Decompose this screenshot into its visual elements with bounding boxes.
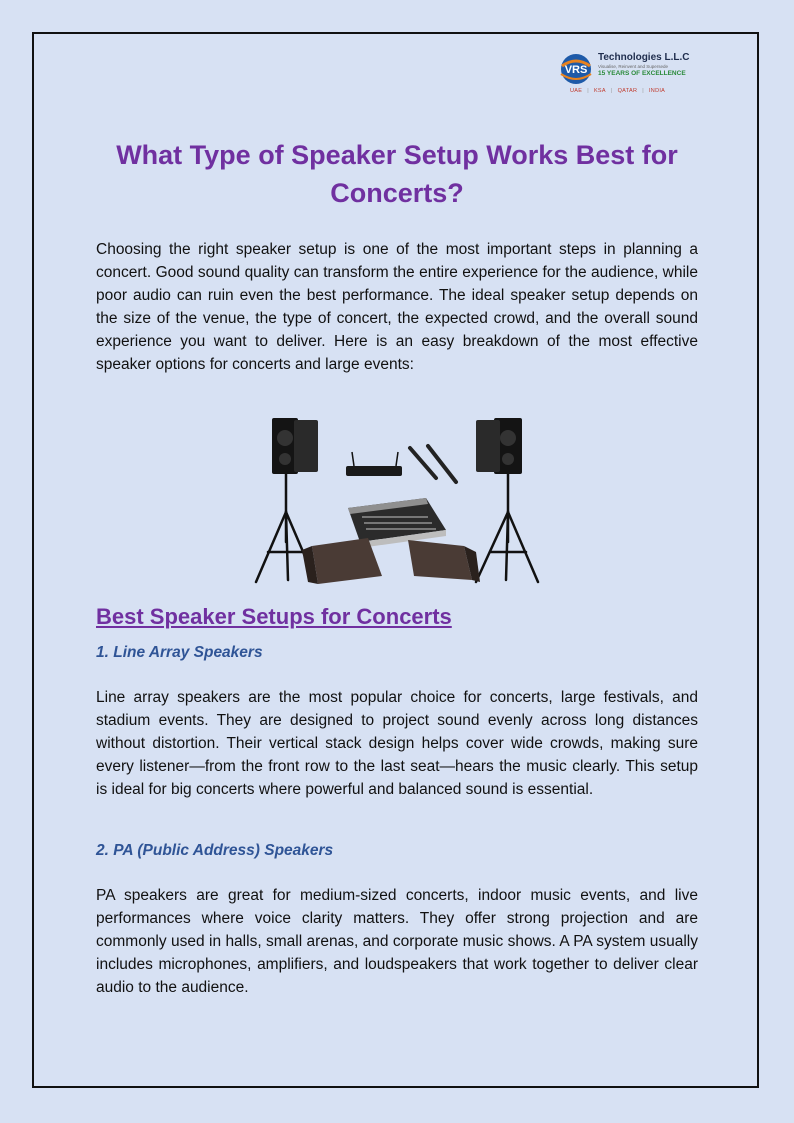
intro-paragraph: Choosing the right speaker setup is one of the most important steps in planning a concert. Good sound quality can transform the entire experience for the audience, while poor audio can ruin even the best performance. The ideal speaker setup depends on the size of the venue, the type of concert, the expected crowd, and the overall sound experience you want to deliver. Here is an easy breakdown of the most effective speaker options for concerts and large events: xyxy=(96,241,698,373)
subsection-heading-pa: 2. PA (Public Address) Speakers xyxy=(96,842,334,859)
logo-company-name: Technologies L.L.C xyxy=(598,52,690,63)
vrs-globe-icon xyxy=(556,52,598,88)
region-qatar: QATAR xyxy=(617,88,638,94)
section-heading: Best Speaker Setups for Concerts xyxy=(96,604,452,629)
logo-regions: UAE | KSA | QATAR | INDIA xyxy=(570,88,666,94)
svg-text:VRS: VRS xyxy=(564,64,588,76)
region-uae: UAE xyxy=(570,88,583,94)
pa-paragraph: PA speakers are great for medium-sized concerts, indoor music events, and live performances where voice clarity matters. They offer strong projection and are commonly used in halls, small arenas, and corporate music shows. A PA system usually includes microphones, amplifiers, and loudspeakers that work together to deliver clear audio to the audience. xyxy=(96,887,698,996)
region-india: INDIA xyxy=(648,88,666,94)
speaker-setup-image xyxy=(250,412,540,588)
company-logo xyxy=(556,52,701,96)
logo-tagline: Visualise, Reinvent and Supersede xyxy=(598,64,668,69)
page-title: What Type of Speaker Setup Works Best for Concerts? xyxy=(116,140,678,208)
line-array-paragraph: Line array speakers are the most popular choice for concerts, large festivals, and stadium events. They are designed to project sound evenly across long distances without distortion. Their vertical stack design helps cover wide crowds, making sure every listener—from the front row to the last seat—hears the music clearly. This setup is ideal for big concerts where powerful and balanced sound is essential. xyxy=(96,689,698,798)
logo-excellence: 15 YEARS OF EXCELLENCE xyxy=(598,70,686,77)
region-ksa: KSA xyxy=(593,88,606,94)
subsection-heading-line-array: 1. Line Array Speakers xyxy=(96,644,263,661)
